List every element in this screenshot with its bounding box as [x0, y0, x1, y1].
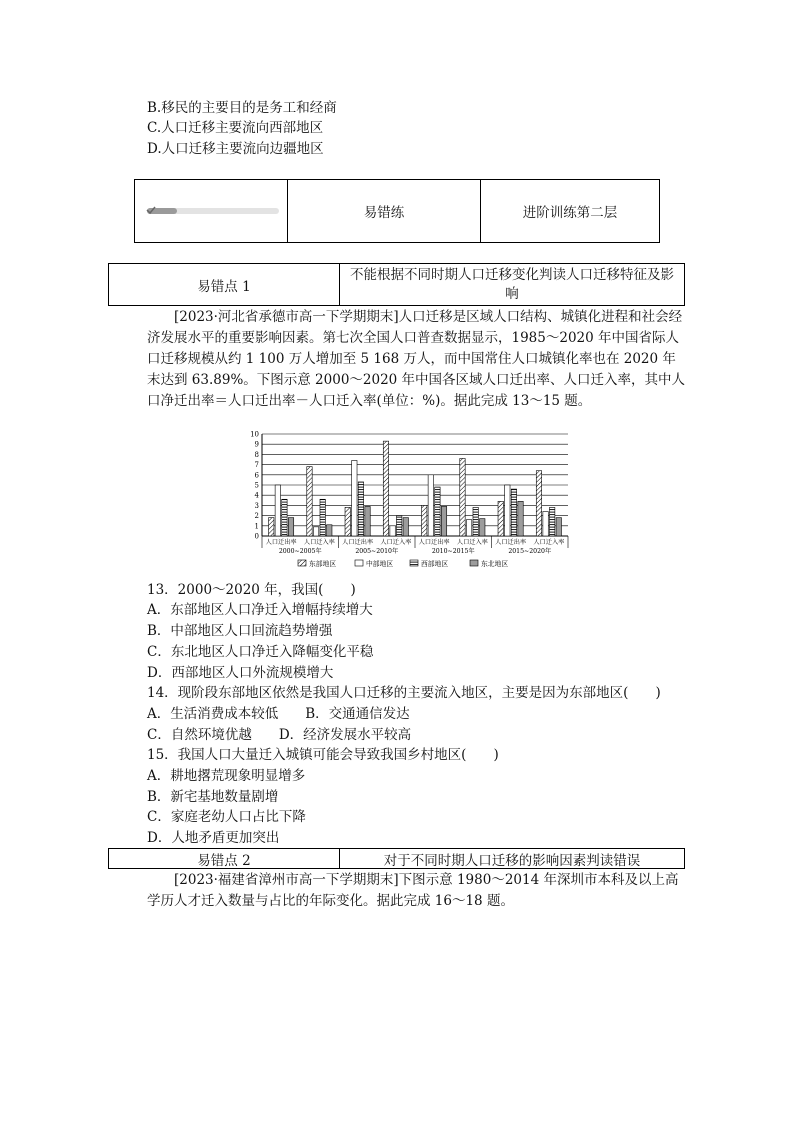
bar	[511, 489, 516, 536]
y-tick-label: 3	[254, 501, 259, 510]
bar	[460, 458, 465, 536]
bar	[536, 471, 541, 536]
bar	[327, 525, 332, 536]
bar	[435, 487, 440, 536]
y-tick-label: 0	[254, 532, 259, 541]
x-subcategory-label: 人口迁出率	[265, 539, 297, 546]
question-14: 14．现阶段东部地区依然是我国人口迁移的主要流入地区，主要是因为东部地区( )	[147, 685, 661, 701]
y-tick-label: 5	[254, 481, 259, 490]
bar	[269, 518, 274, 536]
q15-option-a: A．耕地撂荒现象明显增多	[147, 768, 306, 784]
bar	[543, 512, 548, 536]
bar	[498, 501, 503, 536]
section2-label: 易错点 2	[197, 852, 251, 869]
y-tick-label: 2	[254, 512, 259, 521]
section2-title: 对于不同时期人口迁移的影响因素判读错误	[339, 849, 684, 868]
section1-header	[108, 263, 685, 306]
bar	[282, 499, 287, 536]
bar	[358, 482, 363, 536]
y-tick-label: 8	[254, 450, 259, 459]
bar	[365, 506, 370, 536]
q13-option-b: B．中部地区人口回流趋势增强	[147, 623, 333, 639]
legend-swatch	[410, 560, 418, 566]
intro-text-2: [2023·福建省漳州市高一下学期期末]下图示意 1980～2014 年深圳市本科及以上高学历人才迁入数量与占比的年际变化。据此完成 16～18 题。	[147, 872, 679, 909]
period-label: 2000~2005年	[278, 548, 322, 555]
bar	[549, 507, 554, 536]
bar	[352, 461, 357, 536]
section1-title: 不能根据不同时期人口迁移变化判读人口迁移特征及影响	[339, 264, 684, 305]
bar	[466, 520, 471, 536]
option-c: C.人口迁移主要流向西部地区	[147, 120, 324, 136]
q14-options-cd: C．自然环境优越 D．经济发展水平较高	[147, 727, 412, 743]
q13-option-a: A．东部地区人口净迁入增幅持续增大	[147, 602, 373, 618]
q13-option-d: D．西部地区人口外流规模增大	[147, 665, 334, 681]
question-13: 13．2000～2020 年，我国( )	[147, 582, 356, 598]
intro-text-1: [2023·河北省承德市高一下学期期末]人口迁移是区域人口结构、城镇化进程和社会经济发展水平的重要影响因素。第七次全国人口普查数据显示，1985～2020 年中国省际人口迁移规模从约 1 100 万人增加至 5 168 万人，而中国常住人口城镇化率也在 2020 年末达到 63.89%。下图示意 2000～2020 年中国各区域人口迁出率、人口迁入率，其中人口净迁出率＝人口迁出率－人口迁入率(单位：%)。据此完成 13～15 题。	[147, 309, 686, 409]
period-label: 2005~2010年	[355, 548, 399, 555]
banner-progress-cell	[135, 180, 287, 242]
banner-cell-title: 易错练	[287, 180, 480, 242]
progress-icon	[141, 201, 281, 221]
bar	[313, 527, 318, 536]
banner-table	[134, 179, 660, 243]
option-d: D.人口迁移主要流向边疆地区	[147, 141, 324, 157]
bar	[505, 485, 510, 536]
bar	[518, 501, 523, 536]
q15-option-b: B．新宅基地数量剧增	[147, 789, 279, 805]
bar	[288, 518, 293, 536]
option-b: B.移民的主要目的是务工和经商	[147, 100, 337, 116]
bar	[345, 507, 350, 536]
x-subcategory-label: 人口迁入率	[456, 539, 488, 546]
legend-label: 东北地区	[481, 560, 509, 568]
y-tick-label: 10	[250, 430, 259, 439]
period-label: 2010~2015年	[431, 548, 475, 555]
y-tick-label: 4	[254, 491, 259, 500]
bar	[480, 519, 485, 536]
bar	[473, 507, 478, 536]
intro-paragraph-1	[147, 307, 687, 412]
bar	[556, 518, 561, 536]
legend-label: 东部地区	[309, 560, 337, 568]
x-subcategory-label: 人口迁入率	[533, 539, 565, 546]
bar	[422, 505, 427, 536]
bar	[428, 475, 433, 536]
bar	[403, 518, 408, 536]
bar	[320, 499, 325, 536]
y-tick-label: 6	[254, 471, 259, 480]
q15-option-d: D．人地矛盾更加突出	[147, 830, 280, 846]
y-tick-label: 9	[254, 440, 259, 449]
y-tick-label: 1	[254, 522, 259, 531]
legend-label: 中部地区	[366, 560, 394, 568]
bar	[383, 441, 388, 536]
section2-header	[108, 848, 685, 869]
legend-label: 西部地区	[421, 560, 449, 568]
x-subcategory-label: 人口迁入率	[380, 539, 412, 546]
period-label: 2015~2020年	[508, 548, 552, 555]
y-tick-label: 7	[254, 461, 259, 470]
bar	[396, 516, 401, 536]
x-subcategory-label: 人口迁出率	[342, 539, 374, 546]
x-subcategory-label: 人口迁出率	[418, 539, 450, 546]
section1-label: 易错点 1	[197, 278, 251, 295]
legend-swatch	[470, 560, 478, 566]
bar	[441, 506, 446, 536]
bar	[307, 467, 312, 536]
legend-swatch	[355, 560, 363, 566]
bar	[390, 526, 395, 536]
q15-option-c: C．家庭老幼人口占比下降	[147, 809, 306, 825]
q14-options-ab: A．生活消费成本较低 B．交通通信发达	[147, 706, 410, 722]
bar	[275, 485, 280, 536]
migration-rate-chart	[238, 424, 578, 574]
q13-option-c: C．东北地区人口净迁入降幅变化平稳	[147, 644, 374, 660]
legend-swatch	[298, 560, 306, 566]
question-15: 15．我国人口大量迁入城镇可能会导致我国乡村地区( )	[147, 747, 499, 763]
banner-cell-subtitle: 进阶训练第二层	[480, 180, 659, 242]
intro-paragraph-2	[147, 870, 687, 912]
x-subcategory-label: 人口迁出率	[495, 539, 527, 546]
x-subcategory-label: 人口迁入率	[303, 539, 335, 546]
